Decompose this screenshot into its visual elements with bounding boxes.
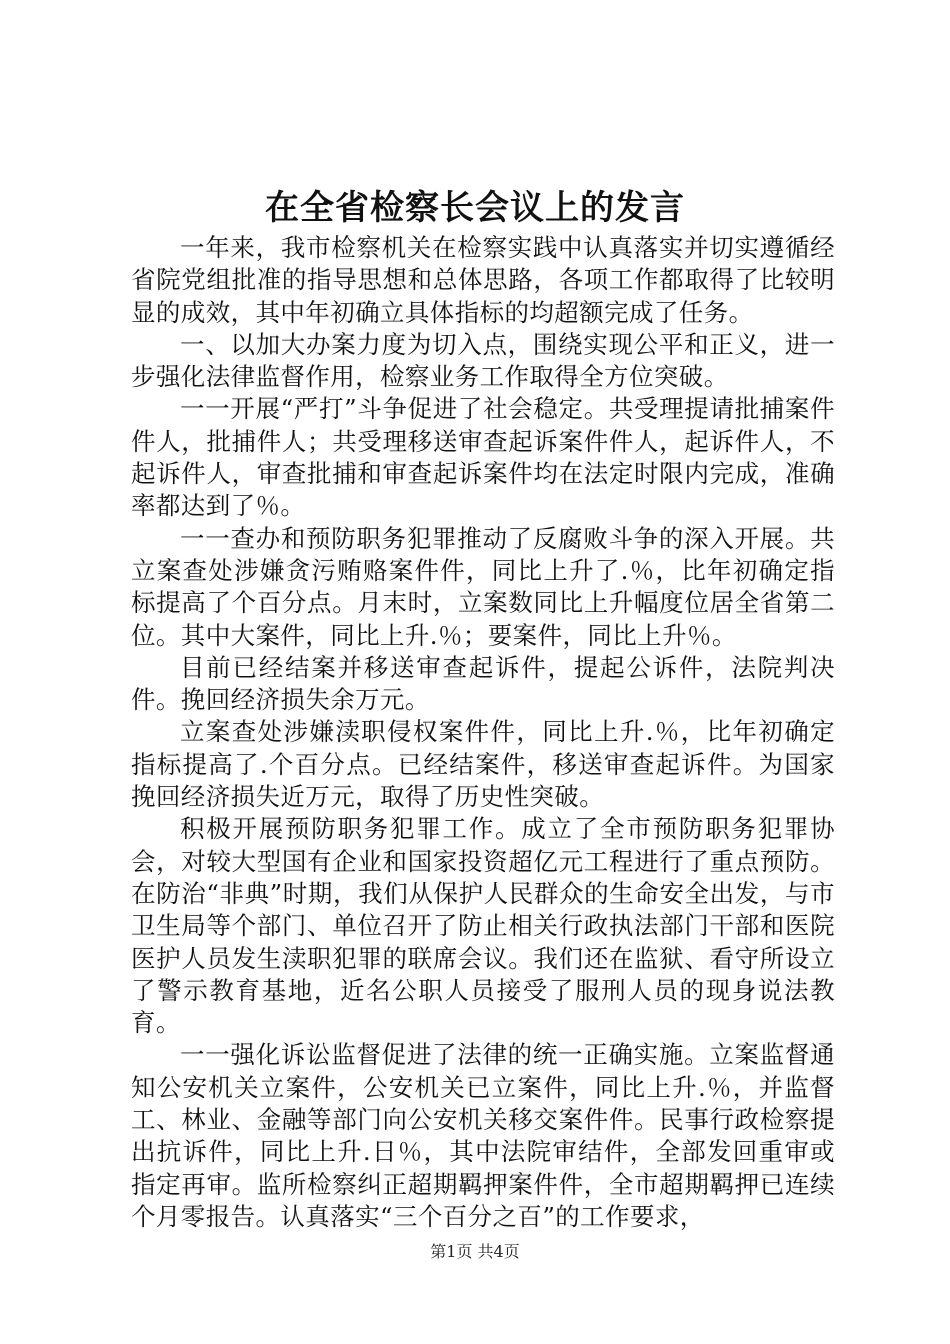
paragraph: 一一查办和预防职务犯罪推动了反腐败斗争的深入开展。共立案查处涉嫌贪污贿赂案件件，同比上升了.％，比年初确定指标提高了个百分点。月末时，立案数同比上升幅度位居全省第二位。其中大案件，同比上升.％；要案件，同比上升％。 [131, 523, 835, 650]
paragraph: 一年来，我市检察机关在检察实践中认真落实并切实遵循经省院党组批准的指导思想和总体思路，各项工作都取得了比较明显的成效，其中年初确立具体指标的均超额完成了任务。 [131, 233, 835, 327]
paragraph: 目前已经结案并移送审查起诉件，提起公诉件，法院判决件。挽回经济损失余万元。 [131, 652, 835, 715]
document-body [131, 232, 835, 1233]
paragraph: 一、以加大办案力度为切入点，围绕实现公平和正义，进一步强化法律监督作用，检察业务工作取得全方位突破。 [131, 329, 835, 392]
paragraph: 一一开展“严打”斗争促进了社会稳定。共受理提请批捕案件件人，批捕件人；共受理移送审查起诉案件件人，起诉件人，不起诉件人，审查批捕和审查起诉案件均在法定时限内完成，准确率都达到了％。 [131, 394, 835, 521]
paragraph: 立案查处涉嫌渎职侵权案件件，同比上升.％，比年初确定指标提高了.个百分点。已经结案件，移送审查起诉件。为国家挽回经济损失近万元，取得了历史性突破。 [131, 717, 835, 812]
paragraph: 一一强化诉讼监督促进了法律的统一正确实施。立案监督通知公安机关立案件，公安机关已立案件，同比上升.％，并监督工、林业、金融等部门向公安机关移交案件件。民事行政检察提出抗诉件，同比上升.日％，其中法院审结件，全部发回重审或指定再审。监所检察纠正超期羁押案件件，全市超期羁押已连续个月零报告。认真落实“三个百分之百”的工作要求， [131, 1040, 835, 1231]
page-number-footer: 第1页 共4页 [430, 1242, 520, 1261]
paragraph: 积极开展预防职务犯罪工作。成立了全市预防职务犯罪协会，对较大型国有企业和国家投资超亿元工程进行了重点预防。在防治“非典”时期，我们从保护人民群众的生命安全出发，与市卫生局等个部门、单位召开了防止相关行政执法部门干部和医院医护人员发生渎职犯罪的联席会议。我们还在监狱、看守所设立了警示教育基地，近名公职人员接受了服刑人员的现身说法教育。 [131, 814, 835, 1038]
document-title: 在全省检察长会议上的发言 [265, 188, 685, 228]
